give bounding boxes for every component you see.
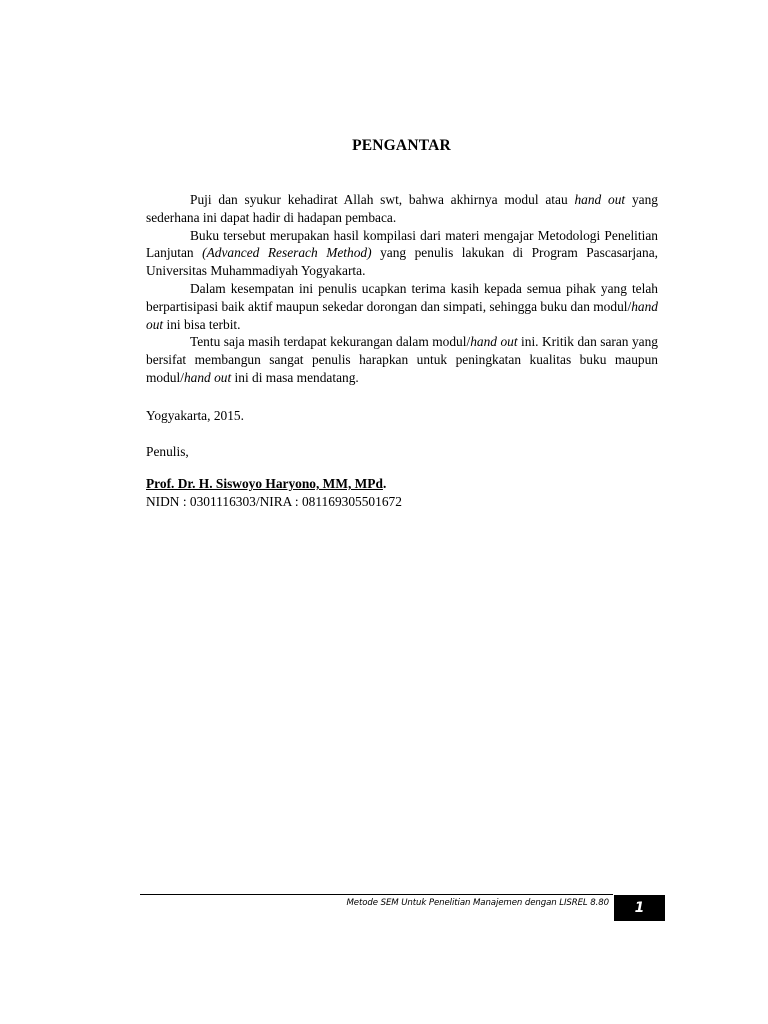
signature-block <box>146 475 666 511</box>
author-role: Penulis, <box>146 444 189 459</box>
footer-divider <box>140 894 613 895</box>
paragraph-3-italic: hand out <box>146 298 658 332</box>
paragraph-4-text-a: Tentu saja masih terdapat kekurangan dalam modul/ <box>190 334 471 350</box>
paragraph-4 <box>146 333 658 386</box>
paragraph-4-text-b: ini. Kritik dan saran yang bersifat membangun sangat penulis harapkan untuk peningkatan kualitas buku maupun modul/ <box>146 334 659 385</box>
author-name: Prof. Dr. H. Siswoyo Haryono, MM, MPd <box>146 476 383 491</box>
preface-body <box>146 191 658 387</box>
author-ids: NIDN : 0301116303/NIRA : 081169305501672 <box>146 493 402 509</box>
paragraph-2-text-a: Buku tersebut merupakan hasil kompilasi dari materi mengajar Metodologi Penelitian Lanjutan <box>146 227 658 261</box>
page-title: PENGANTAR <box>352 137 451 154</box>
paragraph-4-text-c: ini di masa mendatang. <box>231 369 359 385</box>
paragraph-3-text-b: ini bisa terbit. <box>163 316 241 332</box>
author-line <box>146 475 666 493</box>
author-period: . <box>382 476 387 491</box>
paragraph-1-text-a: Puji dan syukur kehadirat Allah swt, bahwa akhirnya modul atau <box>190 192 575 207</box>
paragraph-3 <box>146 280 658 333</box>
footer-book-title: Metode SEM Untuk Penelitian Manajemen dengan LISREL 8.80 <box>346 898 609 908</box>
paragraph-3-text-a: Dalam kesempatan ini penulis ucapkan terima kasih kepada semua pihak yang telah berpartisipasi baik aktif maupun sekedar dorongan dan simpati, sehingga buku dan modul/ <box>146 280 658 314</box>
paragraph-2-italic: (Advanced Reserach Method) <box>202 245 372 261</box>
page-number-badge <box>614 895 665 921</box>
paragraph-1-text-b: yang sederhana ini dapat hadir di hadapan pembaca. <box>146 192 658 225</box>
paragraph-2-text-b: yang penulis lakukan di Program Pascasarjana, Universitas Muhammadiyah Yogyakarta. <box>146 245 658 279</box>
place-date: Yogyakarta, 2015. <box>146 408 244 423</box>
paragraph-2 <box>146 227 658 280</box>
paragraph-1 <box>146 191 658 227</box>
paragraph-4-italic-2: hand out <box>183 369 232 385</box>
page-number: 1 <box>634 900 645 916</box>
paragraph-1-italic: hand out <box>574 192 626 207</box>
paragraph-4-italic-1: hand out <box>470 334 518 350</box>
